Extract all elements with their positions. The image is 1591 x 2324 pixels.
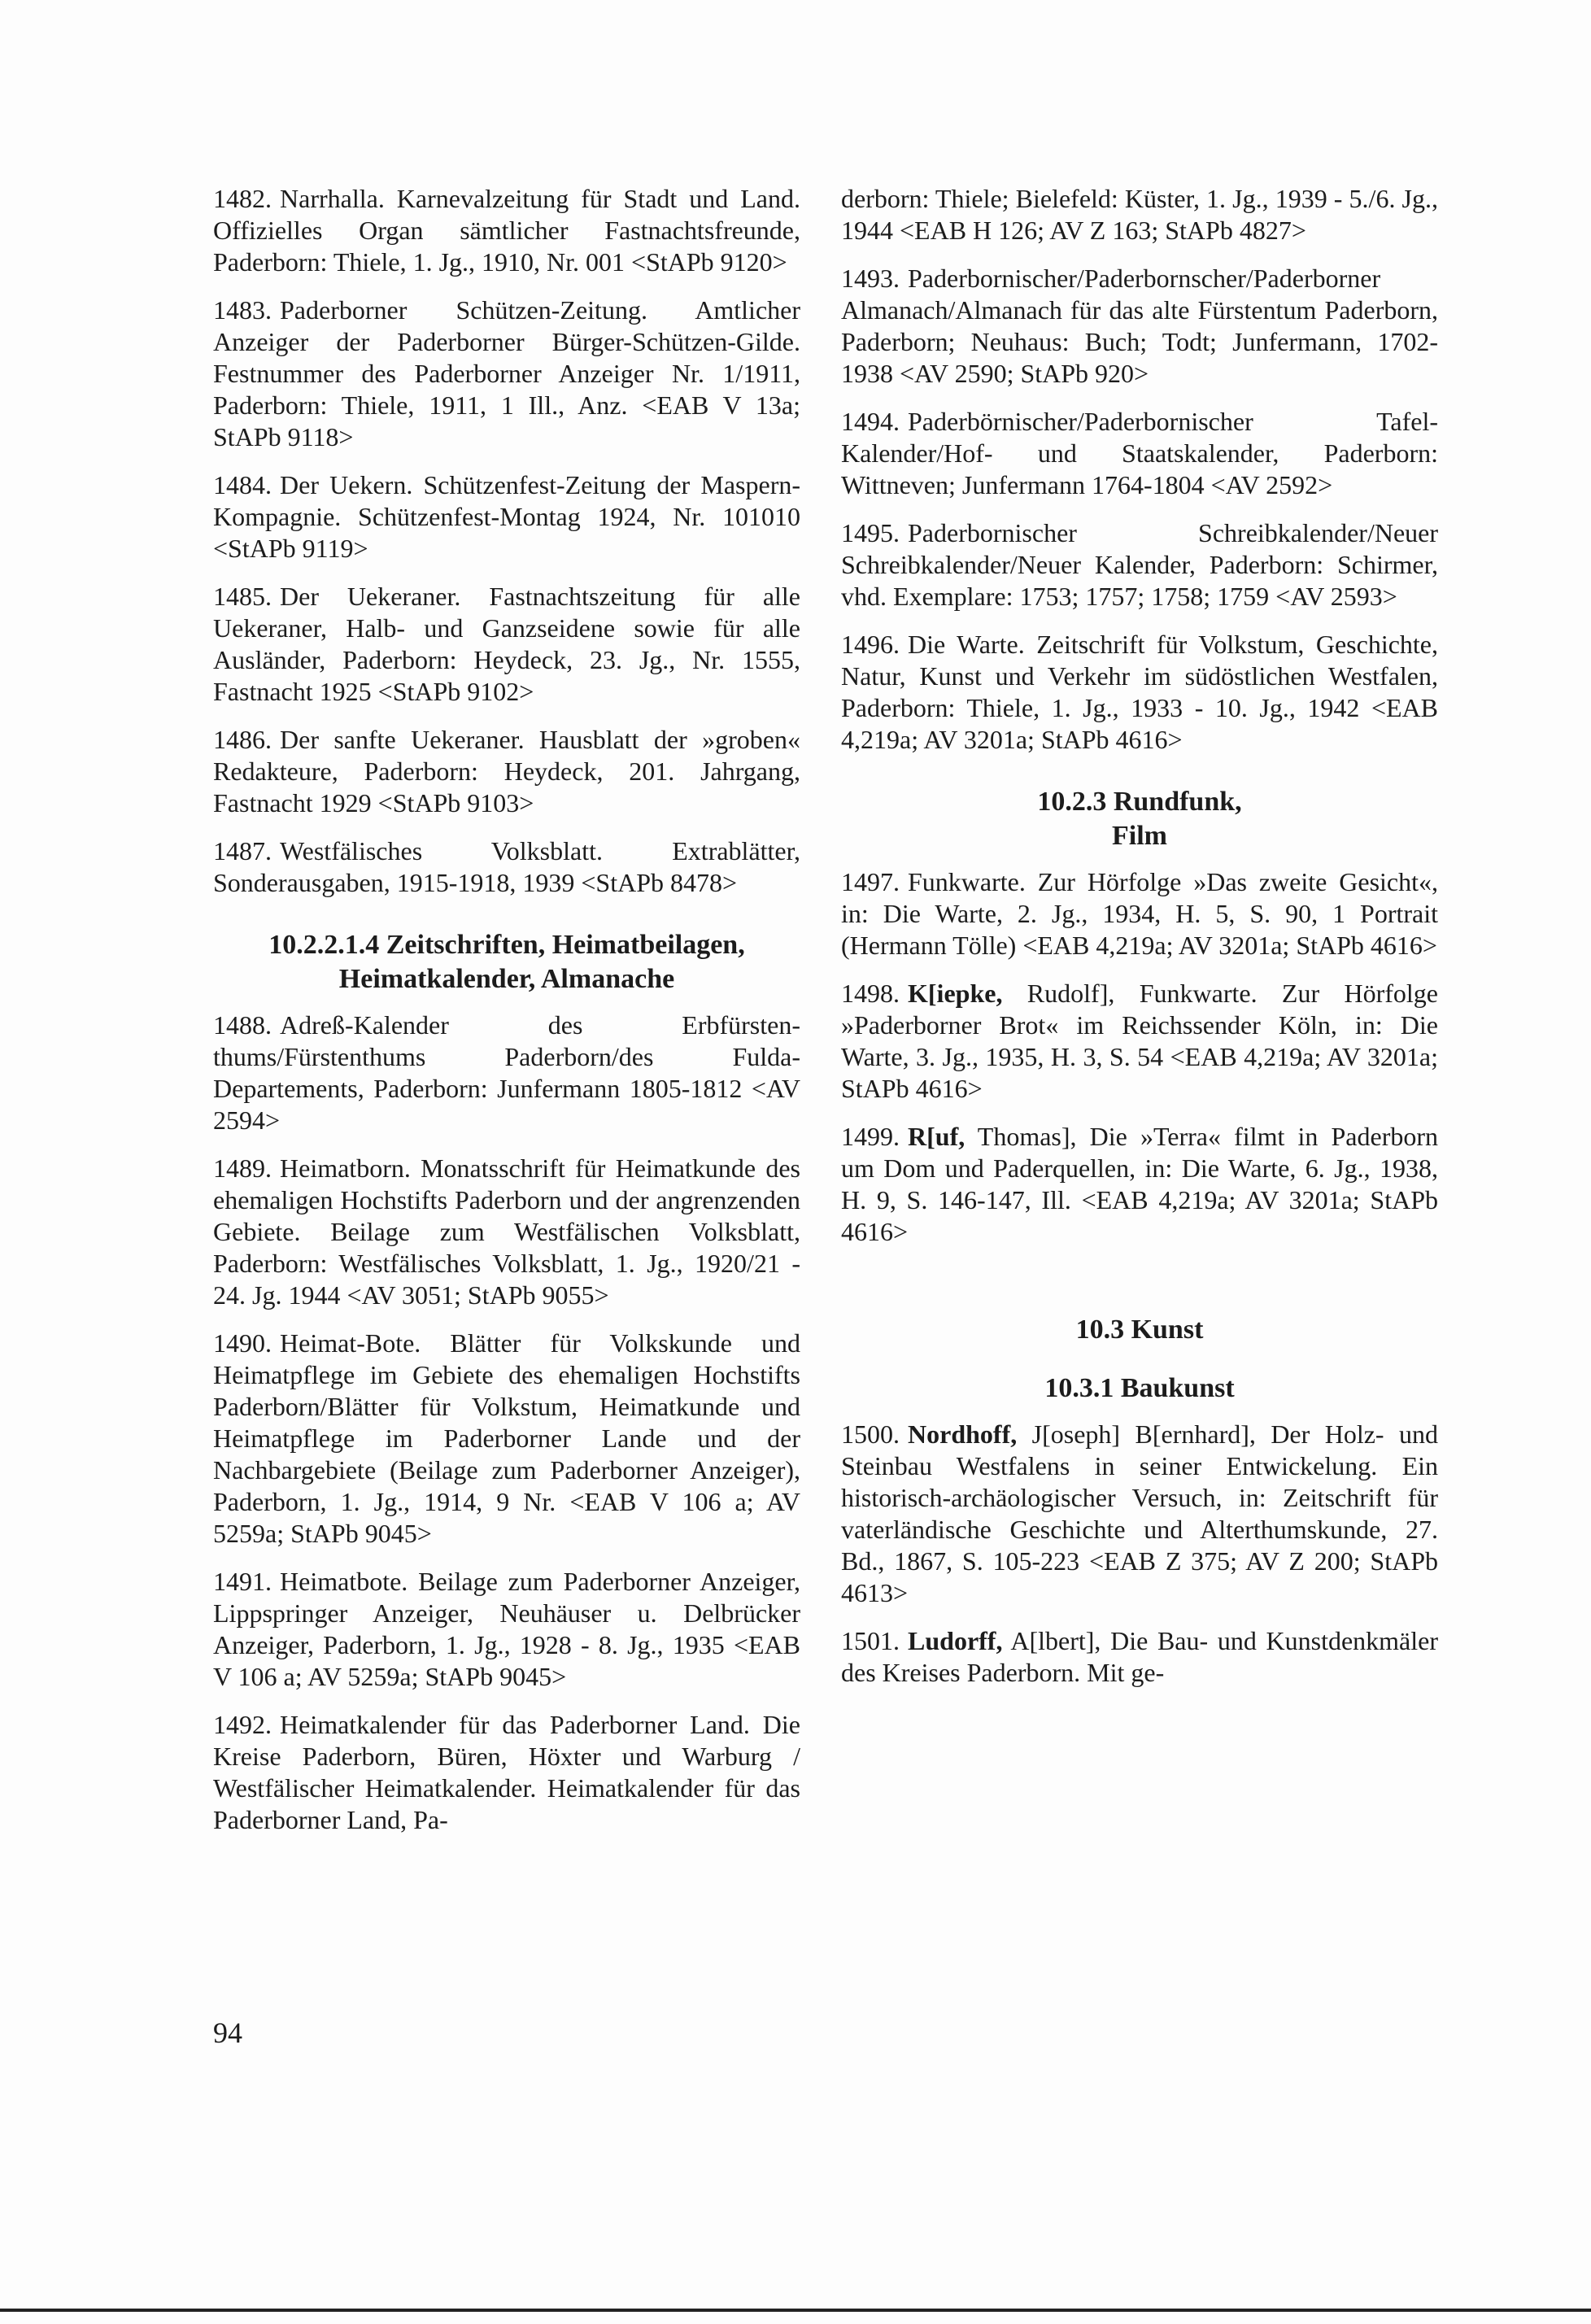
entry-text: Der sanfte Uekeraner. Hausblatt der »groben« Redakteure, Paderborn: Heydeck, 201. Jahrgang, Fastnacht 1929 <StAPb 9103> [213, 725, 800, 818]
heading-line: 10.2.3 Rundfunk, [1037, 787, 1242, 817]
entry-1483 [213, 294, 800, 453]
heading-line: Heimatkalender, Almanache [338, 964, 675, 994]
heading-line: Film [1112, 821, 1167, 851]
entry-text: J[oseph] B[ernhard], Der Holz- und Steinbau Westfalens in seiner Entwickelung. Ein historisch-archäologischer Versuch, in: Zeitschrift für vaterländische Geschichte und Alterthumskunde, 27. Bd., 1867, S. 105-223 <EAB Z 375; AV Z 200; StAPb 4613> [841, 1419, 1439, 1607]
entry-text: Thomas], Die »Terra« filmt in Paderborn um Dom und Paderquellen, in: Die Warte, 6. Jg., 1938, H. 9, S. 146-147, Ill. <EAB 4,219a; AV 3201a; StAPb 4616> [841, 1122, 1438, 1246]
entry-number: 1494. [841, 407, 900, 436]
entry-number: 1491. [213, 1567, 272, 1596]
entry-number: 1484. [213, 470, 272, 499]
entry-text: Rudolf], Funkwarte. Zur Hörfolge »Paderborner Brot« im Reichssender Köln, in: Die Warte, 3. Jg., 1935, H. 3, S. 54 <EAB 4,219a; AV 3201a; StAPb 4616> [841, 979, 1438, 1103]
entry-number: 1497. [841, 867, 900, 896]
entry-text: Paderbornischer/Paderbornscher/Paderborner Almanach/Almanach für das alte Fürstentum Paderborn, Paderborn; Neuhaus: Buch; Todt; Junfermann, 1702-1938 <AV 2590; StAPb 920> [841, 264, 1438, 388]
entry-1492-continuation [841, 183, 1438, 246]
entry-1491 [213, 1566, 800, 1693]
entry-1486 [213, 724, 800, 819]
entry-text: Heimatkalender für das Paderborner Land. Die Kreise Paderborn, Büren, Höxter und Warburg / Westfälischer Heimatkalender. Heimatkalender für das Paderborner Land, Pa- [213, 1710, 800, 1834]
left-column [213, 183, 800, 1852]
entry-number: 1499. [841, 1122, 900, 1151]
section-heading-rundfunk [841, 785, 1438, 853]
entry-1484 [213, 469, 800, 565]
entry-1496 [841, 629, 1438, 756]
entry-author: Nordhoff, [908, 1419, 1018, 1449]
entry-1489 [213, 1153, 800, 1311]
entry-text: Der Uekeraner. Fastnachtszeitung für alle Uekeraner, Halb- und Ganzseidene sowie für alle Ausländer, Paderborn: Heydeck, 23. Jg., Nr. 1555, Fastnacht 1925 <StAPb 9102> [213, 582, 800, 706]
entry-text: Heimat-Bote. Blätter für Volkskunde und Heimatpflege im Gebiete des ehemaligen Hochstifts Paderborn/Blätter für Volkstum, Heimatkunde und Heimatpflege im Paderborner Lande und der Nachbargebiete (Beilage zum Paderborner Anzeiger), Paderborn, 1. Jg., 1914, 9 Nr. <EAB V 106 a; AV 5259a; StAPb 9045> [213, 1328, 800, 1548]
entry-number: 1490. [213, 1328, 272, 1358]
heading-line: 10.3.1 Baukunst [1044, 1373, 1235, 1403]
entry-text: Paderborner Schützen-Zeitung. Amtlicher Anzeiger der Paderborner Bürger-Schützen-Gilde. Festnummer des Paderborner Anzeiger Nr. 1/1911, Paderborn: Thiele, 1911, 1 Ill., Anz. <EAB V 13a; StAPb 9118> [213, 295, 800, 451]
entry-number: 1493. [841, 264, 900, 293]
entry-number: 1500. [841, 1419, 900, 1449]
entry-text: Adreß-Kalender des Erbfürstenthums/Fürstenthums Paderborn/des Fulda-Departements, Paderborn: Junfermann 1805-1812 <AV 2594> [213, 1010, 800, 1135]
entry-1494 [841, 406, 1438, 501]
entry-number: 1485. [213, 582, 272, 611]
entry-1501 [841, 1625, 1438, 1689]
entry-text: derborn: Thiele; Bielefeld: Küster, 1. Jg., 1939 - 5./6. Jg., 1944 <EAB H 126; AV Z 163; StAPb 4827> [841, 184, 1438, 245]
entry-text: Westfälisches Volksblatt. Extrablätter, Sonderausgaben, 1915-1918, 1939 <StAPb 8478> [213, 836, 800, 897]
entry-1495 [841, 517, 1438, 613]
section-heading-baukunst [841, 1371, 1438, 1406]
entry-author: K[iepke, [908, 979, 1003, 1008]
entry-1498 [841, 978, 1438, 1105]
entry-1492 [213, 1709, 800, 1836]
entry-text: Narrhalla. Karnevalzeitung für Stadt und Land. Offizielles Organ sämtlicher Fastnachtsfreunde, Paderborn: Thiele, 1. Jg., 1910, Nr. 001 <StAPb 9120> [213, 184, 800, 277]
entry-number: 1483. [213, 295, 272, 325]
entry-text: A[lbert], Die Bau- und Kunstdenkmäler des Kreises Paderborn. Mit ge- [841, 1626, 1439, 1687]
entry-1490 [213, 1328, 800, 1550]
page-number: 94 [213, 2017, 242, 2049]
entry-text: Heimatbote. Beilage zum Paderborner Anzeiger, Lippspringer Anzeiger, Neuhäuser u. Delbrücker Anzeiger, Paderborn, 1. Jg., 1928 - 8. Jg., 1935 <EAB V 106 a; AV 5259a; StAPb 9045> [213, 1567, 800, 1691]
entry-text: Paderbornischer Schreibkalender/Neuer Schreibkalender/Neuer Kalender, Paderborn: Schirmer, vhd. Exemplare: 1753; 1757; 1758; 1759 <AV 2593> [841, 518, 1438, 611]
entry-number: 1482. [213, 184, 272, 213]
heading-line: 10.2.2.1.4 Zeitschriften, Heimatbeilagen, [268, 930, 745, 960]
entry-1500 [841, 1419, 1438, 1609]
entry-text: Die Warte. Zeitschrift für Volkstum, Geschichte, Natur, Kunst und Verkehr im südöstlichen Westfalen, Paderborn: Thiele, 1. Jg., 1933 - 10. Jg., 1942 <EAB 4,219a; AV 3201a; StAPb 4616> [841, 630, 1438, 754]
entry-number: 1488. [213, 1010, 272, 1040]
entry-1497 [841, 866, 1438, 961]
entry-author: Ludorff, [908, 1626, 1003, 1655]
entry-1485 [213, 581, 800, 708]
section-heading-kunst [841, 1313, 1438, 1347]
entry-text: Funkwarte. Zur Hörfolge »Das zweite Gesicht«, in: Die Warte, 2. Jg., 1934, H. 5, S. 90, 1 Portrait (Hermann Tölle) <EAB 4,219a; AV 3201a; StAPb 4616> [841, 867, 1438, 960]
section-heading-zeitschriften [213, 928, 800, 996]
entry-text: Heimatborn. Monatsschrift für Heimatkunde des ehemaligen Hochstifts Paderborn und der angrenzenden Gebiete. Beilage zum Westfälischen Volksblatt, Paderborn: Westfälisches Volksblatt, 1. Jg., 1920/21 - 24. Jg. 1944 <AV 3051; StAPb 9055> [213, 1153, 800, 1310]
entry-1493 [841, 263, 1438, 390]
bottom-rule [0, 2309, 1591, 2312]
entry-number: 1486. [213, 725, 272, 754]
entry-number: 1498. [841, 979, 900, 1008]
entry-number: 1495. [841, 518, 900, 547]
entry-1488 [213, 1009, 800, 1136]
entry-number: 1489. [213, 1153, 272, 1183]
entry-text: Paderbörnischer/Paderbornischer Tafel-Kalender/Hof- und Staatskalender, Paderborn: Wittneven; Junfermann 1764-1804 <AV 2592> [841, 407, 1438, 499]
entry-author: R[uf, [908, 1122, 965, 1151]
entry-1487 [213, 835, 800, 899]
entry-number: 1496. [841, 630, 900, 659]
entry-number: 1492. [213, 1710, 272, 1739]
entry-number: 1487. [213, 836, 272, 866]
entry-text: Der Uekern. Schützenfest-Zeitung der Maspern-Kompagnie. Schützenfest-Montag 1924, Nr. 101010 <StAPb 9119> [213, 470, 800, 563]
entry-1499 [841, 1121, 1438, 1248]
right-column [841, 183, 1438, 1705]
heading-line: 10.3 Kunst [1075, 1315, 1204, 1345]
entry-1482 [213, 183, 800, 278]
entry-number: 1501. [841, 1626, 900, 1655]
